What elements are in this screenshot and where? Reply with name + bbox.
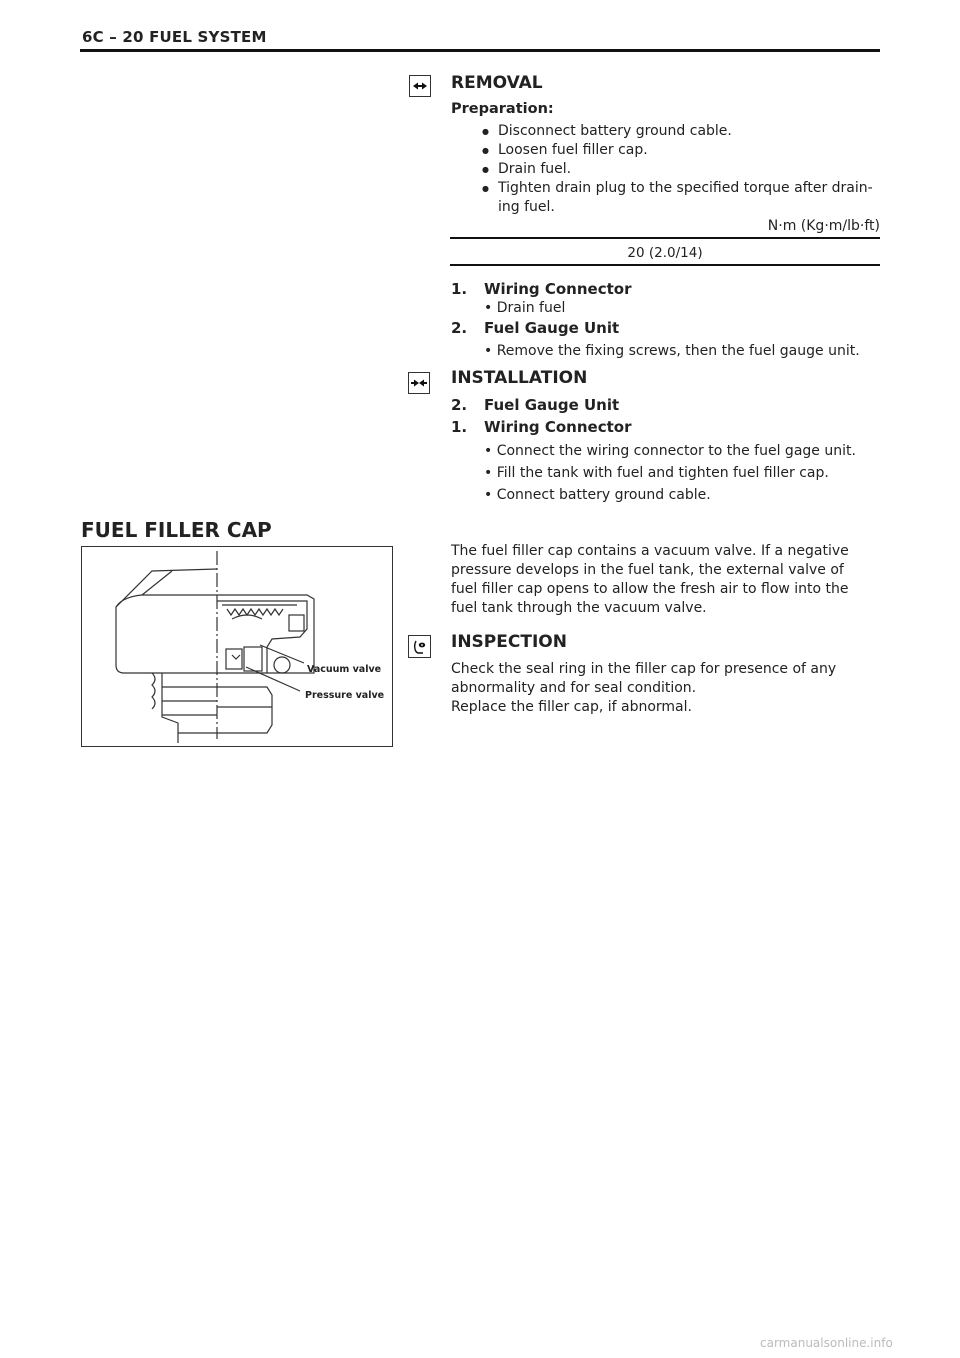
filler-cap-description-line: fuel filler cap opens to allow the fresh air to flow into the (451, 581, 849, 597)
removal-arrows-icon (409, 75, 431, 97)
prep-item-continuation: ing fuel. (498, 199, 555, 215)
filler-cap-description-line: fuel tank through the vacuum valve. (451, 600, 707, 616)
torque-table-bottom-rule (450, 264, 880, 266)
inspection-line: abnormality and for seal condition. (451, 680, 697, 696)
inspection-icon (408, 635, 431, 658)
prep-item: ● Loosen fuel filler cap. (479, 141, 884, 160)
install-step-num: 2. (451, 396, 468, 414)
torque-table-top-rule (450, 237, 880, 239)
fuel-filler-cap-drawing (82, 547, 392, 746)
removal-title: REMOVAL (451, 73, 543, 93)
filler-cap-description-line: The fuel filler cap contains a vacuum valve. If a negative (451, 543, 849, 559)
watermark: carmanualsonline.info (760, 1336, 893, 1350)
fuel-filler-cap-title: FUEL FILLER CAP (81, 518, 272, 542)
install-step-num: 1. (451, 418, 468, 436)
removal-step-num: 1. (451, 280, 468, 298)
prep-item: ● Drain fuel. (479, 160, 884, 179)
torque-unit: N·m (Kg·m/lb·ft) (767, 218, 880, 234)
torque-value: 20 (2.0/14) (627, 245, 703, 261)
installation-title: INSTALLATION (451, 368, 588, 388)
removal-step-num: 2. (451, 319, 468, 337)
removal-step-title: Fuel Gauge Unit (484, 319, 620, 337)
inspection-line: Replace the filler cap, if abnormal. (451, 699, 692, 715)
pressure-valve-label: Pressure valve (305, 690, 385, 701)
install-note: • Connect the wiring connector to the fuel gage unit. (484, 443, 856, 459)
header-rule (80, 49, 880, 52)
preparation-label: Preparation: (451, 101, 554, 117)
prep-item: ● Tighten drain plug to the specified torque after drain- (479, 179, 884, 198)
install-note: • Fill the tank with fuel and tighten fuel filler cap. (484, 465, 829, 481)
removal-step-title: Wiring Connector (484, 280, 632, 298)
install-step-title: Wiring Connector (484, 418, 632, 436)
removal-step-note: • Remove the fixing screws, then the fuel gauge unit. (484, 343, 860, 359)
page-header: 6C – 20 FUEL SYSTEM (82, 28, 267, 46)
vacuum-valve-label: Vacuum valve (307, 664, 382, 675)
installation-arrows-icon (408, 372, 430, 394)
install-note: • Connect battery ground cable. (484, 487, 711, 503)
inspection-title: INSPECTION (451, 632, 567, 652)
prep-item: ● Disconnect battery ground cable. (479, 122, 884, 141)
filler-cap-description-line: pressure develops in the fuel tank, the external valve of (451, 562, 844, 578)
install-step-title: Fuel Gauge Unit (484, 396, 620, 414)
removal-step-note: • Drain fuel (484, 300, 566, 316)
fuel-filler-cap-diagram (81, 546, 393, 747)
inspection-line: Check the seal ring in the filler cap for presence of any (451, 661, 837, 677)
preparation-list (479, 122, 884, 198)
